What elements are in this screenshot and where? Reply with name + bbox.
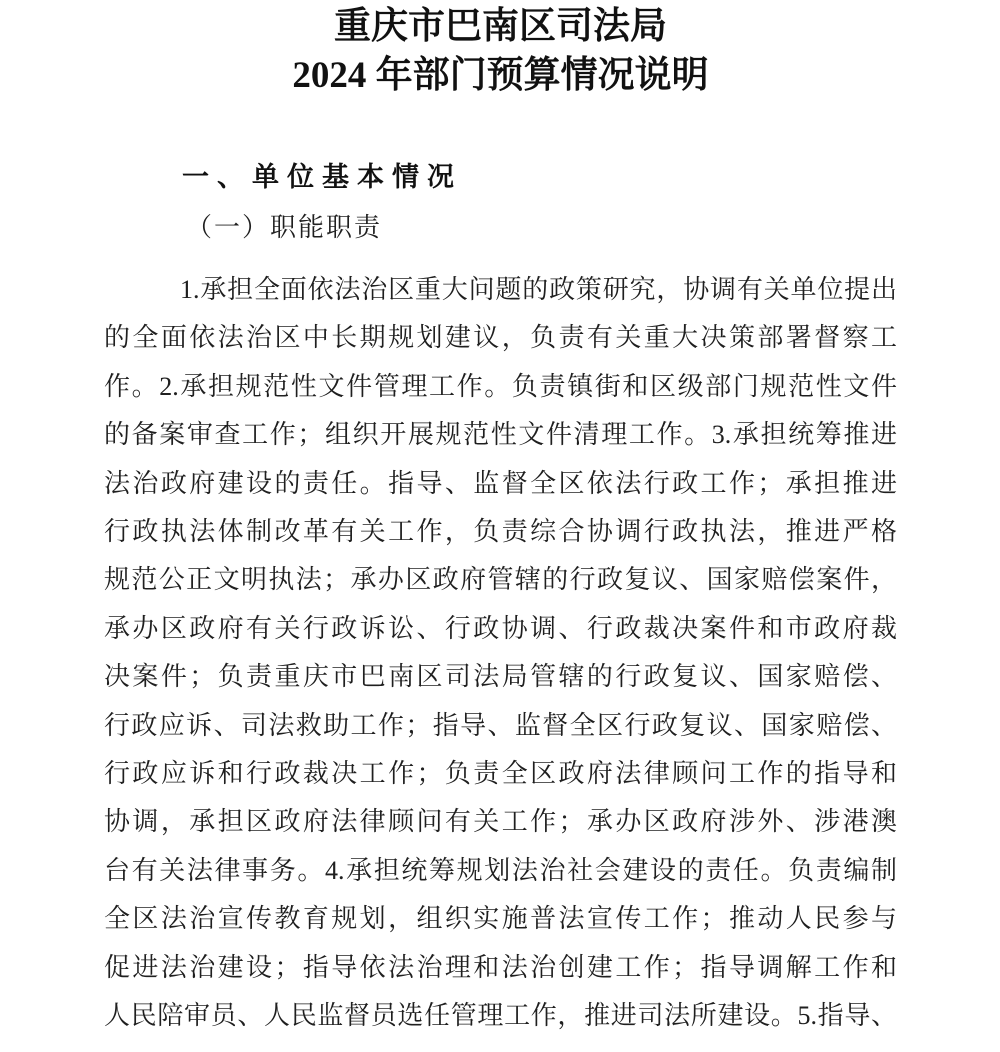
paragraph-line: 台有关法律事务。4.承担统筹规划法治社会建设的责任。负责编制: [104, 855, 897, 885]
title-line-2: 2024 年部门预算情况说明: [292, 55, 709, 96]
section-heading: 一、单位基本情况: [182, 162, 462, 192]
document-title: [104, 2, 897, 100]
paragraph-line: 协调，承担区政府法律顾问有关工作；承办区政府涉外、涉港澳: [104, 807, 897, 837]
paragraph-line: 的全面依法治区中长期规划建议，负责有关重大决策部署督察工: [104, 323, 897, 353]
paragraph-line: 作。2.承担规范性文件管理工作。负责镇街和区级部门规范性文件: [104, 371, 897, 401]
paragraph-line: 促进法治建设；指导依法治理和法治创建工作；指导调解工作和: [104, 952, 897, 982]
title-line-1: 重庆市巴南区司法局: [334, 6, 667, 47]
paragraph-line: 全区法治宣传教育规划，组织实施普法宣传工作；推动人民参与: [104, 904, 897, 934]
paragraph-line: 决案件；负责重庆市巴南区司法局管辖的行政复议、国家赔偿、: [104, 662, 897, 692]
paragraph-line: 的备案审查工作；组织开展规范性文件清理工作。3.承担统筹推进: [104, 420, 897, 450]
paragraph-line: 规范公正文明执法；承办区政府管辖的行政复议、国家赔偿案件，: [104, 565, 897, 595]
paragraph-line: 法治政府建设的责任。指导、监督全区依法行政工作；承担推进: [104, 468, 897, 498]
paragraph-line: 人民陪审员、人民监督员选任管理工作，推进司法所建设。5.指导、: [104, 1001, 897, 1031]
paragraph-line: 1.承担全面依法治区重大问题的政策研究，协调有关单位提出: [180, 275, 897, 304]
body-paragraph: [104, 266, 897, 1041]
section-subheading: （一）职能职责: [186, 213, 383, 242]
paragraph-line: 行政应诉、司法救助工作；指导、监督全区行政复议、国家赔偿、: [104, 710, 897, 740]
paragraph-line: 行政应诉和行政裁决工作；负责全区政府法律顾问工作的指导和: [104, 759, 897, 789]
paragraph-line: 行政执法体制改革有关工作，负责综合协调行政执法，推进严格: [104, 517, 897, 547]
paragraph-line: 承办区政府有关行政诉讼、行政协调、行政裁决案件和市政府裁: [104, 613, 897, 643]
